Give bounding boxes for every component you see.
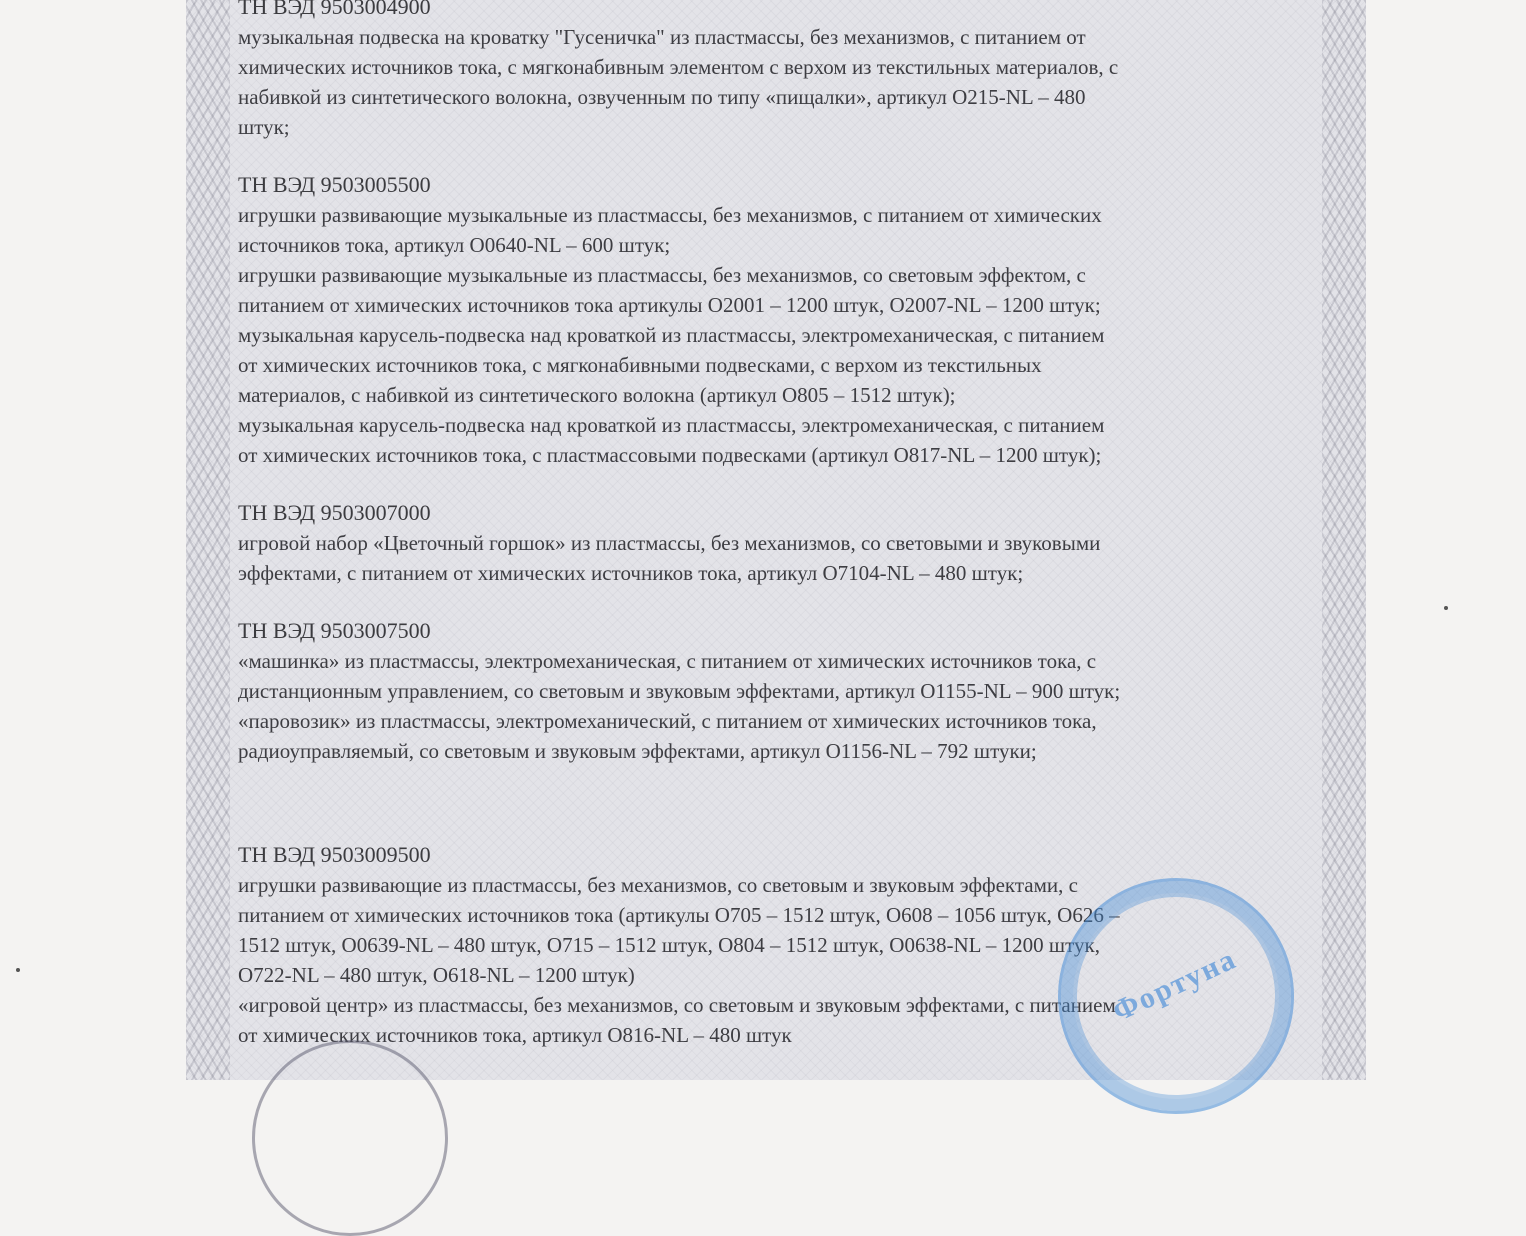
speck xyxy=(1444,606,1448,610)
text-line: от химических источников тока, с пластмассовыми подвесками (артикул O817-NL – 1200 штук); xyxy=(238,443,1102,467)
text-line: питанием от химических источников тока (артикулы O705 – 1512 штук, O608 – 1056 штук, O626 – xyxy=(238,903,1120,927)
text-line: игрушки развивающие из пластмассы, без механизмов, со световым и звуковым эффектами, с xyxy=(238,873,1078,897)
section-9503004900 xyxy=(238,0,1308,142)
text-line: игровой набор «Цветочный горшок» из пластмассы, без механизмов, со световыми и звуковыми xyxy=(238,531,1101,555)
speck xyxy=(16,968,20,972)
text-line: от химических источников тока, с мягконабивными подвесками, с верхом из текстильных xyxy=(238,353,1042,377)
text-line: материалов, с набивкой из синтетического волокна (артикул O805 – 1512 штук); xyxy=(238,383,956,407)
text-line: игрушки развивающие музыкальные из пластмассы, без механизмов, со световым эффектом, с xyxy=(238,263,1086,287)
tn-ved-code: ТН ВЭД 9503007500 xyxy=(238,618,431,643)
text-line: «паровозик» из пластмассы, электромеханический, с питанием от химических источников тока, xyxy=(238,709,1097,733)
section-9503005500 xyxy=(238,170,1308,470)
tn-ved-code: ТН ВЭД 9503005500 xyxy=(238,172,431,197)
text-line: от химических источников тока, артикул O816-NL – 480 штук xyxy=(238,1023,792,1047)
text-line: «игровой центр» из пластмассы, без механизмов, со световым и звуковым эффектами, с питанием xyxy=(238,993,1116,1017)
tn-ved-code: ТН ВЭД 9503004900 xyxy=(238,0,431,19)
text-line: O722-NL – 480 штук, O618-NL – 1200 штук) xyxy=(238,963,635,987)
text-line: штук; xyxy=(238,115,290,139)
text-line: радиоуправляемый, со световым и звуковым эффектами, артикул O1156-NL – 792 штуки; xyxy=(238,739,1037,763)
text-line: 1512 штук, O0639-NL – 480 штук, O715 – 1512 штук, O804 – 1512 штук, O0638-NL – 1200 штук, xyxy=(238,933,1100,957)
text-line: химических источников тока, с мягконабивным элементом с верхом из текстильных материалов, с xyxy=(238,55,1119,79)
security-border-left xyxy=(186,0,230,1080)
text-line: источников тока, артикул O0640-NL – 600 штук; xyxy=(238,233,671,257)
section-9503007500 xyxy=(238,616,1308,766)
text-line: игрушки развивающие музыкальные из пластмассы, без механизмов, с питанием от химических xyxy=(238,203,1102,227)
text-line: эффектами, с питанием от химических источников тока, артикул O7104-NL – 480 штук; xyxy=(238,561,1024,585)
stamp-word: Фортуна xyxy=(1107,942,1242,1029)
section-9503007000 xyxy=(238,498,1308,588)
tn-ved-code: ТН ВЭД 9503009500 xyxy=(238,842,431,867)
text-line: музыкальная подвеска на кроватку "Гусеничка" из пластмассы, без механизмов, с питанием от xyxy=(238,25,1086,49)
text-line: «машинка» из пластмассы, электромеханическая, с питанием от химических источников тока, с xyxy=(238,649,1097,673)
text-line: дистанционным управлением, со световым и звуковым эффектами, артикул O1155-NL – 900 штук; xyxy=(238,679,1121,703)
spacer xyxy=(238,794,1308,840)
text-line: музыкальная карусель-подвеска над кроваткой из пластмассы, электромеханическая, с питанием xyxy=(238,323,1105,347)
text-line: набивкой из синтетического волокна, озвученным по типу «пищалки», артикул O215-NL – 480 xyxy=(238,85,1086,109)
security-border-right xyxy=(1322,0,1366,1080)
text-line: музыкальная карусель-подвеска над кроваткой из пластмассы, электромеханическая, с питанием xyxy=(238,413,1105,437)
tn-ved-code: ТН ВЭД 9503007000 xyxy=(238,500,431,525)
certification-stamp-icon xyxy=(252,1040,448,1236)
text-line: питанием от химических источников тока артикулы O2001 – 1200 штук, O2007-NL – 1200 штук; xyxy=(238,293,1101,317)
